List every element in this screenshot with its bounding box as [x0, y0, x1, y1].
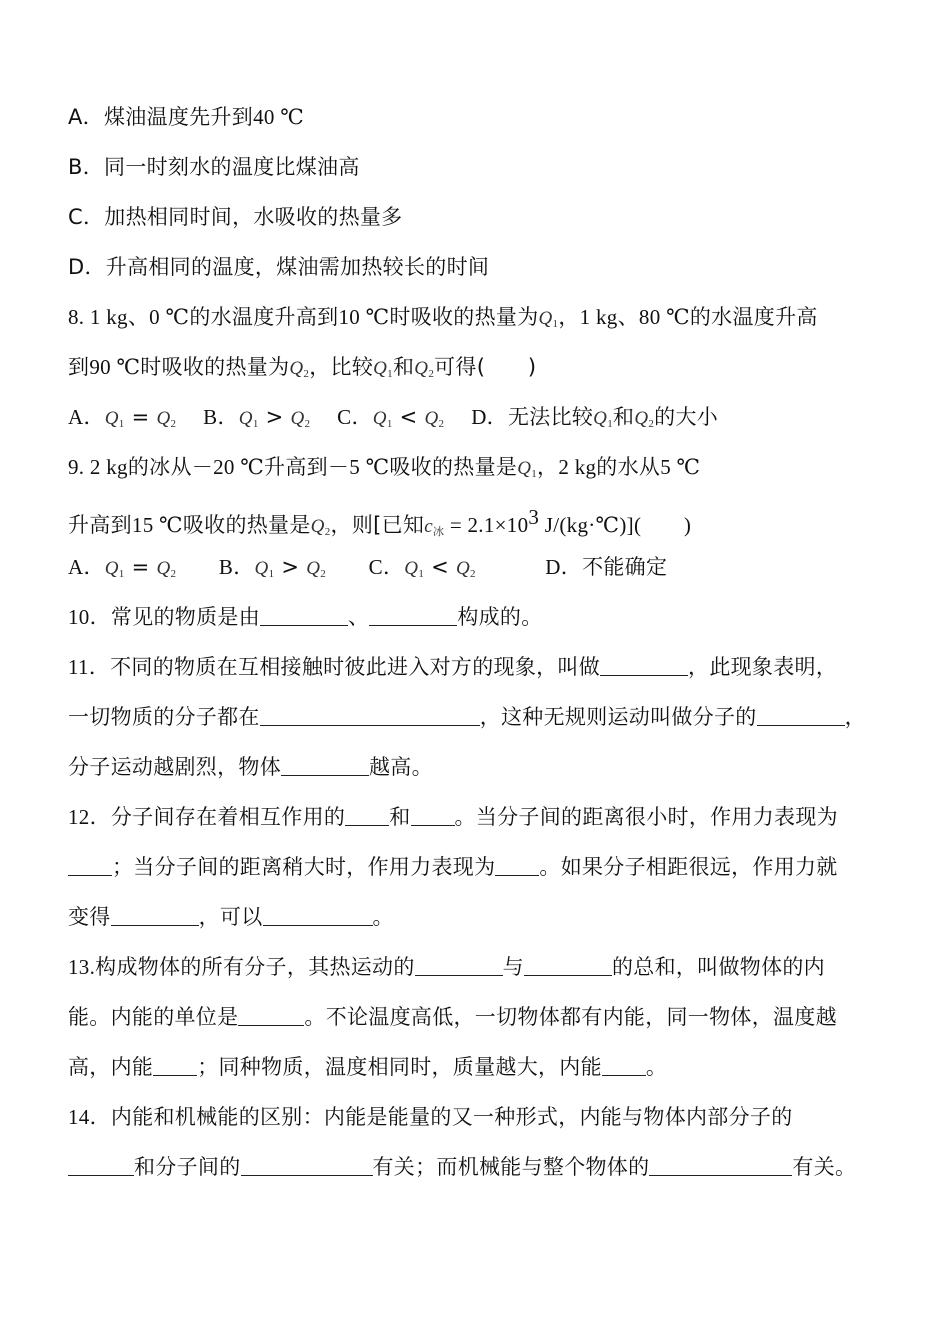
text: 的冰从 — [127, 455, 192, 479]
answer-blank[interactable] — [345, 801, 389, 826]
answer-blank[interactable] — [263, 901, 373, 926]
answer-blank[interactable] — [524, 951, 612, 976]
text-line — [68, 200, 898, 250]
answer-blank[interactable] — [68, 851, 112, 876]
variable — [404, 558, 424, 579]
text: 同一时刻水的温度比煤油高 — [104, 155, 360, 179]
variable-subscript: 2 — [324, 526, 331, 538]
number-text: = 2.1×10 — [444, 513, 529, 537]
answer-blank[interactable] — [602, 1051, 646, 1076]
variable-subscript: 2 — [170, 568, 177, 580]
text-line — [68, 400, 898, 450]
variable-subscript: 2 — [304, 418, 311, 430]
variable-subscript: 2 — [320, 568, 327, 580]
variable — [424, 516, 444, 537]
number-text: 8. 1 kg — [68, 305, 128, 329]
text: ；当分子间的距离稍大时，作用力表现为 — [112, 855, 496, 879]
text: A． — [68, 105, 104, 129]
text: 能。内能的单位是 — [68, 1005, 239, 1029]
number-text: －20 ℃ — [191, 455, 265, 479]
answer-blank[interactable] — [241, 1151, 373, 1176]
text: 时吸收的热量为 — [389, 305, 539, 329]
text: 分子运动越剧烈，物体 — [68, 755, 281, 779]
variable — [593, 408, 613, 429]
variable-symbol: Q — [156, 558, 171, 579]
number-text: 10 ℃ — [338, 305, 390, 329]
variable-symbol: Q — [517, 458, 532, 479]
answer-blank[interactable] — [260, 601, 348, 626]
text-line — [68, 900, 898, 950]
number-text: A． — [68, 405, 105, 429]
text: 不同的物质在互相接触时彼此进入对方的现象，叫做 — [110, 655, 601, 679]
variable — [425, 408, 445, 429]
variable-subscript: 2 — [170, 418, 177, 430]
text: 的大小 — [654, 405, 719, 429]
text-line — [68, 650, 898, 700]
text: 、 — [127, 305, 150, 329]
answer-blank[interactable] — [260, 701, 480, 726]
text: 变得 — [68, 905, 111, 929]
number-text: 90 ℃ — [89, 355, 141, 379]
variable-subscript: 1 — [118, 568, 125, 580]
text: 构成物体的所有分子，其热运动的 — [95, 955, 415, 979]
text: C． — [68, 205, 105, 229]
text: 有关。 — [792, 1155, 857, 1179]
text: 升高相同的温度，煤油需加热较长的时间 — [105, 255, 490, 279]
variable — [239, 408, 259, 429]
variable — [290, 408, 310, 429]
variable-symbol: Q — [289, 358, 304, 379]
number-text: C． — [310, 405, 373, 429]
document-page — [68, 100, 898, 1200]
variable — [311, 516, 331, 537]
number-text: A． — [68, 555, 105, 579]
answer-blank[interactable] — [411, 801, 455, 826]
variable — [289, 358, 309, 379]
variable-symbol: Q — [310, 516, 325, 537]
variable — [156, 558, 176, 579]
text: 构成的。 — [457, 605, 543, 629]
variable-subscript: 1 — [268, 568, 275, 580]
text: 与 — [502, 955, 524, 979]
answer-blank[interactable] — [68, 1151, 134, 1176]
text: D． — [68, 255, 106, 279]
text-line — [68, 100, 898, 150]
variable-subscript: 冰 — [432, 526, 445, 538]
text-line — [68, 150, 898, 200]
text: 和 — [392, 355, 415, 379]
variable-subscript: 1 — [607, 418, 614, 430]
text: 一切物质的分子都在 — [68, 705, 260, 729]
variable-symbol: Q — [156, 408, 171, 429]
answer-blank[interactable] — [281, 751, 369, 776]
number-text: 1 kg — [579, 305, 618, 329]
text: ，可以 — [198, 905, 263, 929]
number-text: 2 kg — [558, 455, 597, 479]
variable-symbol: Q — [593, 408, 608, 429]
text-line — [68, 600, 898, 650]
variable-symbol: Q — [104, 558, 119, 579]
text: ， — [844, 705, 866, 729]
variable-subscript: 1 — [118, 418, 125, 430]
text-line — [68, 750, 898, 800]
variable-subscript: 1 — [418, 568, 425, 580]
text: < — [424, 555, 456, 579]
variable-symbol: Q — [306, 558, 321, 579]
text: = — [124, 555, 157, 579]
text-line — [68, 500, 898, 550]
answer-blank[interactable] — [238, 1001, 304, 1026]
text-line — [68, 1100, 898, 1150]
text: 吸收的热量是 — [389, 455, 518, 479]
number-text: 13. — [68, 955, 96, 979]
variable-subscript: 1 — [386, 418, 393, 430]
variable — [105, 558, 125, 579]
answer-blank[interactable] — [757, 701, 845, 726]
text-line — [68, 300, 898, 350]
text: 、 — [348, 605, 370, 629]
number-text: 15 ℃ — [131, 513, 183, 537]
variable — [373, 358, 393, 379]
variable — [105, 408, 125, 429]
variable-subscript: 1 — [387, 368, 393, 380]
number-text: D． — [475, 555, 583, 579]
variable-symbol: Q — [456, 558, 471, 579]
number-text: D． — [444, 405, 508, 429]
text: 吸收的热量是 — [182, 513, 311, 537]
text-line — [68, 350, 898, 400]
number-text: 40 ℃ — [253, 105, 305, 129]
text: ， — [558, 305, 580, 329]
variable-symbol: Q — [404, 558, 419, 579]
text: 有关；而机械能与整个物体的 — [372, 1155, 650, 1179]
variable-subscript: 2 — [303, 368, 310, 380]
variable-symbol: Q — [372, 408, 387, 429]
variable-symbol: Q — [238, 408, 253, 429]
number-text: J/(kg·℃)]( — [539, 513, 642, 537]
variable-symbol: Q — [290, 408, 305, 429]
variable-subscript: 2 — [470, 568, 476, 580]
number-text: B． — [176, 405, 239, 429]
number-text: 12． — [68, 805, 111, 829]
variable-subscript: 1 — [552, 318, 559, 330]
text: 的水温度升高 — [689, 305, 818, 329]
text: ，则[已知 — [330, 513, 425, 537]
variable — [539, 308, 559, 329]
number-text: C． — [326, 555, 405, 579]
answer-blank[interactable] — [111, 901, 199, 926]
text-line — [68, 550, 898, 600]
number-text: 0 ℃ — [149, 305, 190, 329]
answer-blank[interactable] — [153, 1051, 197, 1076]
text-line — [68, 850, 898, 900]
variable-symbol: Q — [634, 408, 649, 429]
text: 。不论温度高低，一切物体都有内能，同一物体，温度越 — [304, 1005, 837, 1029]
text-line — [68, 250, 898, 300]
number-text: 80 ℃ — [638, 305, 690, 329]
number-text: 10． — [68, 605, 111, 629]
variable-symbol: c — [424, 516, 433, 537]
variable — [456, 558, 476, 579]
number-text: －5 ℃ — [327, 455, 390, 479]
variable-symbol: Q — [104, 408, 119, 429]
text: 加热相同时间，水吸收的热量多 — [104, 205, 403, 229]
text: 和 — [613, 405, 635, 429]
answer-blank[interactable] — [415, 951, 503, 976]
variable-symbol: Q — [424, 408, 439, 429]
number-text: ) — [683, 513, 692, 537]
superscript: 3 — [528, 505, 540, 529]
text: ；同种物质，温度相同时，质量越大，内能 — [197, 1055, 602, 1079]
text: 和分子间的 — [134, 1155, 241, 1179]
text: 高，内能 — [68, 1055, 154, 1079]
text: 。 — [372, 905, 394, 929]
variable-subscript: 1 — [252, 418, 259, 430]
text-line — [68, 1000, 898, 1050]
text: < — [392, 405, 425, 429]
text: 、 — [617, 305, 639, 329]
text: > — [258, 405, 291, 429]
variable-subscript: 2 — [428, 368, 435, 380]
answer-blank[interactable] — [369, 601, 457, 626]
variable-symbol: Q — [254, 558, 269, 579]
text: ，比较 — [309, 355, 374, 379]
variable — [634, 408, 654, 429]
text: 时吸收的热量为 — [140, 355, 290, 379]
text: ， — [537, 455, 559, 479]
text: 分子间存在着相互作用的 — [110, 805, 346, 829]
answer-blank[interactable] — [495, 851, 539, 876]
number-text: 14． — [68, 1105, 111, 1129]
text: 到 — [68, 355, 90, 379]
answer-blank[interactable] — [649, 1151, 792, 1176]
text: 煤油温度先升到 — [103, 105, 254, 129]
text: 的总和，叫做物体的内 — [611, 955, 825, 979]
number-text: 5 ℃ — [660, 455, 701, 479]
variable-subscript: 2 — [648, 418, 655, 430]
text — [641, 513, 684, 537]
variable-symbol: Q — [373, 358, 388, 379]
text: B． — [68, 155, 105, 179]
variable-symbol: Q — [538, 308, 553, 329]
text: > — [274, 555, 307, 579]
variable — [306, 558, 326, 579]
text: 不能确定 — [582, 555, 668, 579]
text: 。当分子间的距离很小时，作用力表现为 — [454, 805, 838, 829]
answer-blank[interactable] — [600, 651, 688, 676]
text-line — [68, 800, 898, 850]
text: 可得( ) — [434, 355, 537, 379]
text: 。 — [645, 1055, 668, 1079]
text: ，这种无规则运动叫做分子的 — [479, 705, 757, 729]
text-line — [68, 1050, 898, 1100]
text-line — [68, 950, 898, 1000]
text-line — [68, 1150, 898, 1200]
variable — [517, 458, 537, 479]
text: 。如果分子相距很远，作用力就 — [539, 855, 838, 879]
text: 升高到 — [264, 455, 328, 479]
text: 的水从 — [596, 455, 661, 479]
variable — [255, 558, 275, 579]
text-line — [68, 700, 898, 750]
text: 的水温度升高到 — [189, 305, 339, 329]
variable-subscript: 1 — [531, 468, 538, 480]
text: 内能和机械能的区别：内能是能量的又一种形式，内能与物体内部分子的 — [110, 1105, 793, 1129]
variable-symbol: Q — [414, 358, 429, 379]
variable — [373, 408, 393, 429]
variable — [156, 408, 176, 429]
text: = — [124, 405, 157, 429]
text: 越高。 — [369, 755, 433, 779]
number-text: 11． — [68, 655, 111, 679]
text: 无法比较 — [507, 405, 594, 429]
variable-subscript: 2 — [438, 418, 445, 430]
text: 升高到 — [68, 513, 132, 537]
text-line — [68, 450, 898, 500]
variable — [414, 358, 434, 379]
text: 和 — [389, 805, 411, 829]
text: ，此现象表明， — [688, 655, 838, 679]
text: 常见的物质是由 — [110, 605, 261, 629]
number-text: B． — [176, 555, 255, 579]
number-text: 9. 2 kg — [68, 455, 128, 479]
